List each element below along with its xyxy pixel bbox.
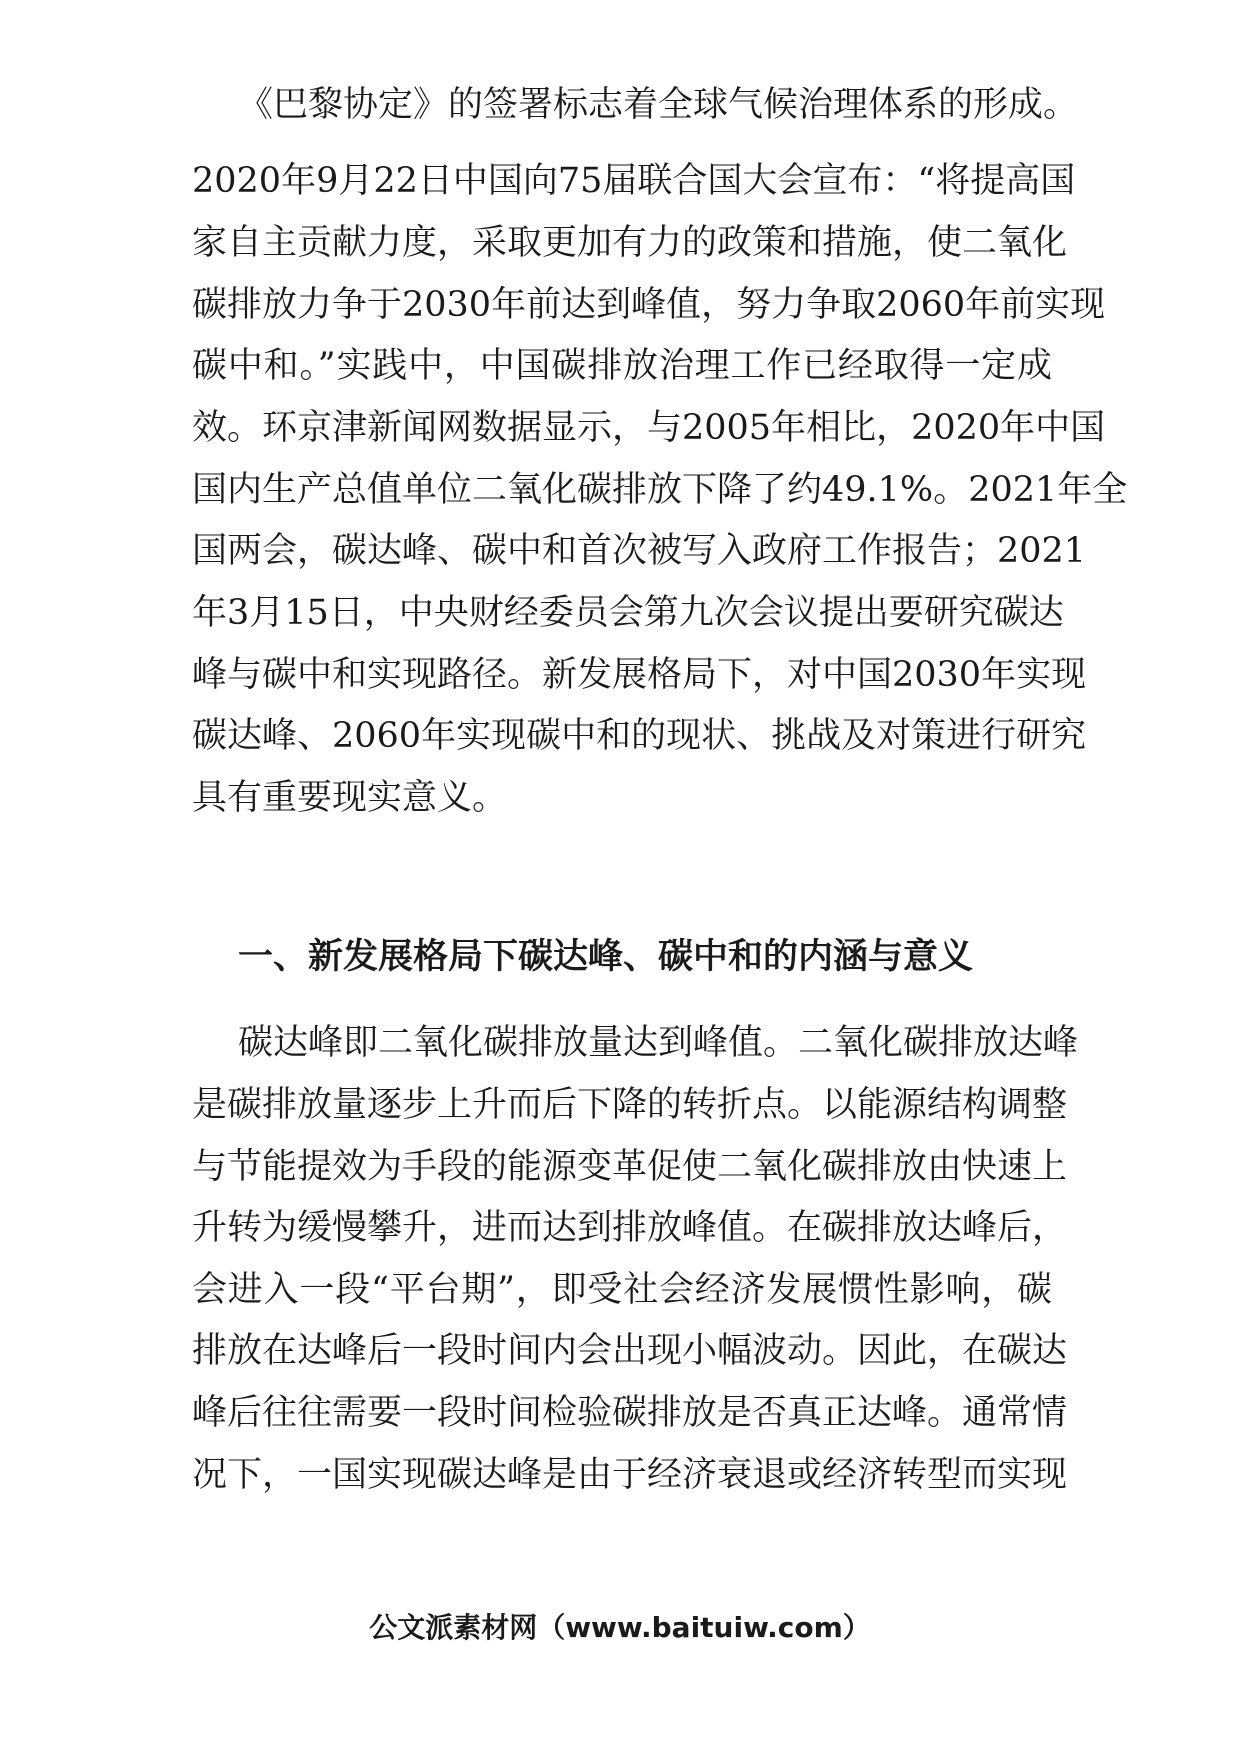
- paragraph-line: 碳达峰即二氧化碳排放量达到峰值。二氧化碳排放达峰: [238, 1023, 1079, 1063]
- paragraph-line: 峰后往往需要一段时间检验碳排放是否真正达峰。通常情: [192, 1393, 1068, 1433]
- section-heading: 一、新发展格局下碳达峰、碳中和的内涵与意义: [238, 937, 974, 977]
- paragraph-line: 是碳排放量逐步上升而后下降的转折点。以能源结构调整: [192, 1085, 1068, 1125]
- paragraph-line: 碳排放力争于2030年前达到峰值，努力争取2060年前实现: [192, 285, 1106, 325]
- paragraph-line: 与节能提效为手段的能源变革促使二氧化碳排放由快速上: [192, 1147, 1068, 1187]
- paragraph-line: 国两会，碳达峰、碳中和首次被写入政府工作报告；2021: [192, 531, 1087, 571]
- paragraph-line: 排放在达峰后一段时间内会出现小幅波动。因此，在碳达: [192, 1331, 1068, 1371]
- paragraph-line: 国内生产总值单位二氧化碳排放下降了约49.1%。2021年全: [192, 470, 1128, 510]
- paragraph-line: 碳中和。”实践中，中国碳排放治理工作已经取得一定成: [192, 346, 1052, 386]
- paragraph-line: 《巴黎协定》的签署标志着全球气候治理体系的形成。: [238, 85, 1079, 125]
- paragraph-line: 具有重要现实意义。: [192, 778, 508, 818]
- paragraph-line: 2020年9月22日中国向75届联合国大会宣布：“将提高国: [192, 161, 1076, 201]
- paragraph-line: 峰与碳中和实现路径。新发展格局下，对中国2030年实现: [192, 655, 1087, 695]
- paragraph-line: 年3月15日，中央财经委员会第九次会议提出要研究碳达: [192, 593, 1064, 633]
- paragraph-line: 况下，一国实现碳达峰是由于经济衰退或经济转型而实现: [192, 1455, 1068, 1495]
- paragraph-line: 碳达峰、2060年实现碳中和的现状、挑战及对策进行研究: [192, 716, 1087, 756]
- paragraph-line: 会进入一段“平台期”，即受社会经济发展惯性影响，碳: [192, 1270, 1052, 1310]
- paragraph-line: 家自主贡献力度，采取更加有力的政策和措施，使二氧化: [192, 223, 1068, 263]
- paragraph-line: 升转为缓慢攀升，进而达到排放峰值。在碳排放达峰后，: [192, 1208, 1068, 1248]
- paragraph-line: 效。环京津新闻网数据显示，与2005年相比，2020年中国: [192, 408, 1106, 448]
- footer-watermark: 公文派素材网（www.baituiw.com）: [369, 1611, 871, 1644]
